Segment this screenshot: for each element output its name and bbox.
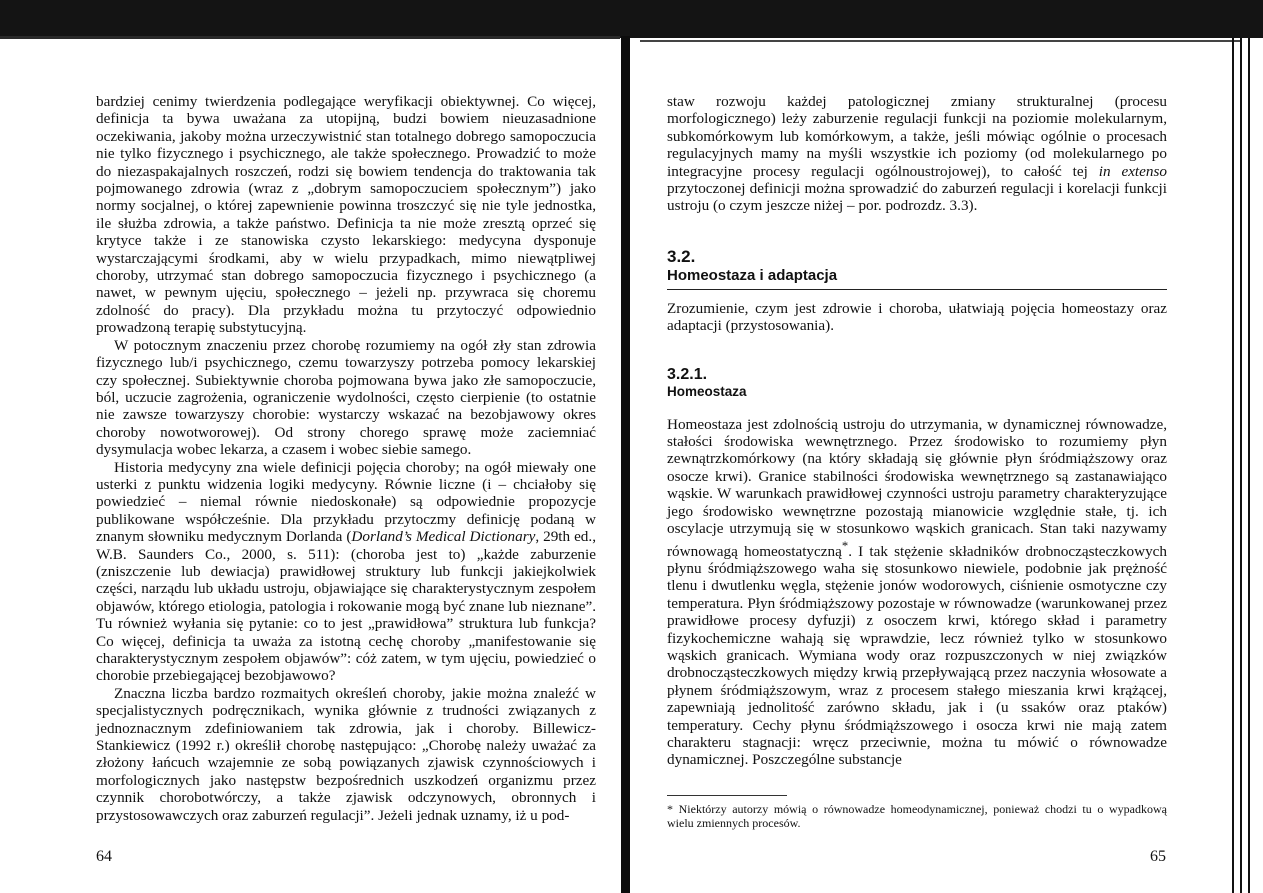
- paragraph: bardziej cenimy twierdzenia podlegające weryfikacji obiektywnej. Co więcej, definicja ta bywa uważana za utopijną, budzi bowiem nieuzasadnione oczekiwania, jakoby można urzeczywistnić stan totalnego dobrego samopoczucia nie tylko fizycznego i psychicznego, ale także społecznego. Prowadzić to może do niezaspakajalnych roszczeń, rodzi się bowiem tendencja do traktowania tak pojmowanego zdrowia (wraz z „dobrym samopoczuciem społecznym”) jako normy socjalnej, o której zapewnienie powinna troszczyć się nie tyle jednostka, ile służba zdrowia, a także państwo. Definicja ta nie może zresztą oprzeć się krytyce także i ze stanowiska czysto lekarskiego: medycyna dysponuje wystarczającymi środkami, aby w wielu przypadkach, mimo niewątpliwej choroby, utrzymać stan dobrego samopoczucia fizycznego i psychicznego (a nawet, w pewnym ujęciu, społecznego – jeżeli np. przywraca się choremu zdolność do pracy). Dla przykładu można tu przytoczyć odpowiednio prowadzoną terapię substytucyjną.: [96, 93, 596, 337]
- left-page: [96, 93, 596, 824]
- section-rule: [667, 289, 1167, 290]
- text-run: Homeostaza jest zdolnością ustroju do utrzymania, w dynamicznej równowadze, stałości środowiska wewnętrznego. Przez środowisko to rozumiemy płyn zewnątrzkomórkowy (na który składają się głównie płyn śródmiąższowy oraz osocze krwi). Granice stabilności środowiska wewnętrznego są zastanawiająco wąskie. W warunkach prawidłowej czynności ustroju parametry charakteryzujące jego środowisko wewnętrzne pozostają mianowicie względnie stałe, tj. ich oscylacje utrzymują się w stosunkowo wąskich granicach. Stan taki nazywamy równowagą homeostatyczną: [667, 415, 1167, 560]
- page-number: 64: [96, 848, 112, 865]
- paragraph: W potocznym znaczeniu przez chorobę rozumiemy na ogół zły stan zdrowia fizycznego lub/i psychicznego, czemu towarzyszy potrzeba pomocy lekarskiej czy społecznej. Subiektywnie choroba pojmowana bywa jako złe samopoczucie, ból, uczucie zagrożenia, ograniczenie wydolności, często cierpienie (to ostatnie nie zawsze towarzyszy chorobie: wystarczy wskazać na bezobjawowy okres choroby nowotworowej). Od strony chorego sprawę może zaciemniać dysymulacja wobec lekarza, a czasem i wobec siebie samego.: [96, 336, 596, 459]
- text-run: . I tak stężenie składników drobnocząsteczkowych płynu śródmiąższowego waha się stosunkowo niewiele, podobnie jak prężność tlenu i dwutlenku węgla, stężenie jonów wodorowych, ciśnienie osmotyczne czy temperatura. Płyn śródmiąższowy pozostaje w równowadze (warunkowanej przez prawidłowe procesy dyfuzji) z osoczem krwi, którego skład i parametry fizykochemiczne wahają się wprawdzie, lecz również tylko w stosunkowo wąskich granicach. Wymiana wody oraz rozpuszczonych w niej związków drobnocząsteczkowych między krwią przepływającą przez naczynia włosowate a płynem śródmiąższowym, wraz z procesem stałego mieszania krwi krążącej, zapewniają jednolitość zarówno składu, jak i (u ssaków oraz ptaków) temperatury. Cechy płynu śródmiąższowego i osocza krwi nie mają zatem charakteru stagnacji: wręcz przeciwnie, można tu mówić o równowadze dynamicznej. Poszczególne substancje: [667, 542, 1168, 769]
- top-scan-shadow: [0, 0, 1263, 38]
- page-number: 65: [1150, 848, 1166, 865]
- paragraph: Zrozumienie, czym jest zdrowie i choroba, ułatwiają pojęcia homeostazy oraz adaptacji (przystosowania).: [667, 299, 1167, 335]
- text-run: , 29th ed., W.B. Saunders Co., 2000, s. 511): (choroba jest to) „każde zaburzenie (zniszczenie lub dewiacja) prawidłowej struktury lub funkcji jakiejkolwiek części, narządu lub układu ustroju, objawiające się charakterystycznym zespołem objawów, którego etiologia, patologia i rokowanie mogą być znane lub nieznane”. Tu również wyłania się pytanie: co to jest „prawidłowa” struktura lub funkcja? Co więcej, definicja ta uważa za istotną cechę choroby „manifestowanie się charakterystycznym zespołem objawów”: cóż zatem, w tym ujęciu, powiedzieć o chorobie przebiegającej bezobjawowo?: [96, 528, 596, 685]
- paragraph: Znaczna liczba bardzo rozmaitych określeń choroby, jakie można znaleźć w specjalistycznych podręcznikach, wynika głównie z trudności związanych z jednoznacznym zdefiniowaniem tak zdrowia, jak i choroby. Billewicz-Stankiewicz (1992 r.) określił chorobę następująco: „Chorobę należy uważać za złożony łańcuch wzajemnie ze sobą powiązanych zjawisk czynnościowych i morfologicznych jako następstw bezpośrednich uszkodzeń organizmu przez czynnik chorobotwórczy, a także zjawisk odczynowych, obronnych i przystosowawczych oraz zaburzeń regulacji”. Jeżeli jednak uznamy, iż u pod-: [96, 684, 596, 824]
- paragraph: [96, 459, 596, 685]
- right-page: [667, 93, 1167, 769]
- footnote-rule: [667, 795, 787, 796]
- paragraph: [667, 93, 1167, 215]
- section-number: 3.2.: [667, 246, 696, 266]
- footnote: * Niektórzy autorzy mówią o równowadze homeodynamicznej, ponieważ chodzi tu o wypadkową wielu zmiennych procesów.: [667, 802, 1167, 830]
- subsection-title: Homeostaza: [667, 383, 747, 399]
- text-run: przytoczonej definicji można sprowadzić do zaburzeń regulacji i korelacji funkcji ustroju (o czym jeszcze niżej – por. podrozdz. 3.3).: [667, 180, 1167, 215]
- text-run: staw rozwoju każdej patologicznej zmiany strukturalnej (procesu morfologicznego) leży zaburzenie regulacji funkcji na poziomie molekularnym, subkomórkowym lub komórkowym, a także, jeśli mówiąc ogólnie o procesach regulacyjnych mamy na myśli wszystkie ich poziomy (od molekularnego po integracyjne procesy regulacji ogólnoustrojowej), to całość tej: [667, 93, 1167, 180]
- subsection-number: 3.2.1.: [667, 365, 708, 383]
- paragraph: [667, 416, 1167, 769]
- italic-term: in extenso: [1098, 162, 1167, 180]
- page-edge-3: [1248, 38, 1250, 893]
- footnote-marker: *: [841, 538, 849, 553]
- page-top-edge: [640, 40, 1240, 42]
- page-edge-1: [1232, 38, 1234, 893]
- text-run: Historia medycyny zna wiele definicji pojęcia choroby; na ogół miewały one usterki z punktu widzenia logiki medycyny. Równie liczne (i – chciałoby się powiedzieć – niemal równie niedoskonałe) są odpowiednie propozycje publikowane współcześnie. Dla przykładu przytoczmy definicję podaną w znanym słowniku medycznym Dorlanda (: [96, 458, 596, 546]
- section-title: Homeostaza i adaptacja: [667, 266, 838, 284]
- top-edge-line: [0, 36, 620, 39]
- book-title: Dorland’s Medical Dictionary: [351, 528, 536, 546]
- book-spine: [621, 36, 630, 893]
- page-edge-2: [1240, 38, 1242, 893]
